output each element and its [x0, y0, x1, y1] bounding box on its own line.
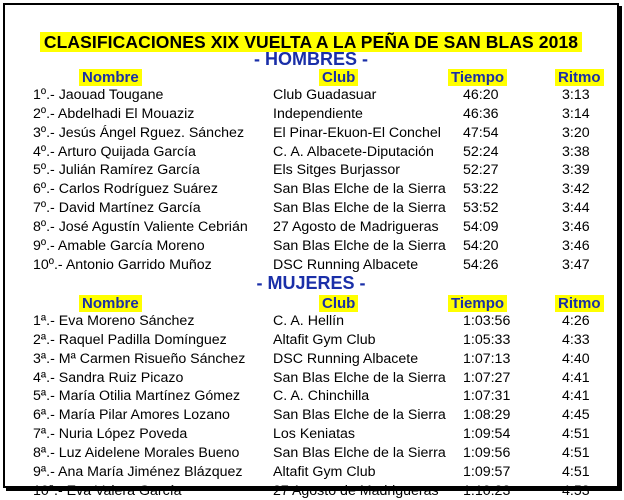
- club-name: DSC Running Albacete: [273, 350, 419, 367]
- runner-name: Carlos Rodríguez Suárez: [58, 181, 218, 198]
- finish-time: 52:24: [463, 143, 499, 160]
- position-label: 9º.-: [33, 237, 55, 254]
- runner-cell: [33, 237, 205, 256]
- club-name: Altafit Gym Club: [273, 463, 376, 480]
- finish-time: 1:09:57: [463, 463, 511, 480]
- runner-name: Nuria López Poveda: [58, 426, 188, 443]
- runner-name: Eva Valera García: [66, 482, 182, 499]
- table-row: [5, 331, 617, 350]
- pace-value: 4:40: [562, 350, 590, 367]
- runner-cell: [33, 218, 248, 237]
- finish-time: 46:36: [463, 105, 499, 122]
- pace-value: 3:39: [562, 162, 590, 179]
- club-name: Los Keniatas: [273, 426, 356, 443]
- position-label: 2ª.-: [33, 331, 55, 348]
- position-label: 4ª.-: [33, 369, 55, 386]
- runner-cell: [33, 161, 200, 180]
- club-name: Altafit Gym Club: [273, 331, 376, 348]
- position-label: 2º.-: [33, 105, 55, 122]
- column-header-club: Club: [319, 68, 358, 88]
- runner-cell: [33, 124, 244, 143]
- runner-cell: [33, 425, 187, 444]
- finish-time: 53:22: [463, 181, 499, 198]
- runner-cell: [33, 180, 218, 199]
- runner-cell: [33, 387, 240, 406]
- position-label: 6º.-: [33, 181, 55, 198]
- runner-cell: [33, 86, 163, 105]
- table-row: [5, 124, 617, 143]
- position-label: 9ª.-: [33, 463, 55, 480]
- pace-value: 3:44: [562, 200, 590, 217]
- table-row: [5, 143, 617, 162]
- column-header-pace: Ritmo: [555, 294, 604, 314]
- pace-value: 4:53: [562, 482, 590, 499]
- position-label: 5ª.-: [33, 388, 55, 405]
- club-name: San Blas Elche de la Sierra: [273, 444, 446, 461]
- runner-name: Ana María Jiménez Blázquez: [57, 463, 243, 480]
- column-header-time: Tiempo: [448, 68, 507, 88]
- table-row: [5, 444, 617, 463]
- pace-value: 3:46: [562, 237, 590, 254]
- runner-name: Julián Ramírez García: [58, 162, 200, 179]
- section-heading-men: - HOMBRES -: [254, 49, 368, 69]
- table-row: [5, 482, 617, 500]
- club-name: C. A. Chinchilla: [273, 388, 370, 405]
- pace-value: 4:41: [562, 369, 590, 386]
- runner-name: Arturo Quijada García: [57, 143, 196, 160]
- club-name: San Blas Elche de la Sierra: [273, 181, 446, 198]
- pace-value: 4:41: [562, 388, 590, 405]
- pace-value: 4:51: [562, 444, 590, 461]
- club-name: Els Sitges Burjassor: [273, 162, 400, 179]
- pace-value: 3:20: [562, 124, 590, 141]
- club-name: DSC Running Albacete: [273, 256, 419, 273]
- table-row: [5, 161, 617, 180]
- runner-name: María Otilia Martínez Gómez: [58, 388, 241, 405]
- finish-time: 54:26: [463, 256, 499, 273]
- runner-name: Raquel Padilla Domínguez: [58, 331, 227, 348]
- finish-time: 1:08:29: [463, 407, 511, 424]
- column-header-pace: Ritmo: [555, 68, 604, 88]
- finish-time: 1:10:23: [463, 482, 511, 499]
- table-row: [5, 218, 617, 237]
- finish-time: 54:20: [463, 237, 499, 254]
- runner-cell: [33, 350, 245, 369]
- position-label: 1º.-: [33, 87, 55, 103]
- runner-cell: [33, 331, 227, 350]
- table-row: [5, 406, 617, 425]
- runner-name: María Pilar Amores Lozano: [58, 407, 230, 424]
- pace-value: 3:47: [562, 256, 590, 273]
- club-name: C. A. Hellín: [273, 313, 344, 329]
- pace-value: 3:13: [562, 87, 590, 103]
- runner-cell: [33, 369, 183, 388]
- pace-value: 3:42: [562, 181, 590, 198]
- runner-cell: [33, 482, 182, 500]
- position-label: 7ª.-: [33, 426, 55, 443]
- table-row: [5, 180, 617, 199]
- runner-name: Luz Aidelene Morales Bueno: [58, 444, 240, 461]
- pace-value: 3:38: [562, 143, 590, 160]
- section-heading-women: - MUJERES -: [256, 273, 366, 293]
- pace-value: 4:26: [562, 313, 590, 329]
- runner-cell: [33, 199, 201, 218]
- finish-time: 47:54: [463, 124, 499, 141]
- position-label: 7º.-: [33, 200, 55, 217]
- table-row: [5, 425, 617, 444]
- table-row: [5, 350, 617, 369]
- results-sheet: [3, 3, 619, 499]
- position-label: 8º.-: [33, 218, 55, 235]
- position-label: 6ª.-: [33, 407, 55, 424]
- pace-value: 3:14: [562, 105, 590, 122]
- table-row: [5, 387, 617, 406]
- club-name: San Blas Elche de la Sierra: [273, 369, 446, 386]
- column-header-club: Club: [319, 294, 358, 314]
- finish-time: 46:20: [463, 87, 499, 103]
- finish-time: 1:05:33: [463, 331, 511, 348]
- table-row: [5, 237, 617, 256]
- table-row: [5, 86, 617, 105]
- runner-cell: [33, 444, 239, 463]
- finish-time: 53:52: [463, 200, 499, 217]
- position-label: 10º.-: [33, 256, 63, 273]
- finish-time: 54:09: [463, 218, 499, 235]
- table-row: [5, 369, 617, 388]
- pace-value: 4:51: [562, 426, 590, 443]
- runner-name: Abdelhadi El Mouaziz: [57, 105, 195, 122]
- runner-name: Antonio Garrido Muñoz: [65, 256, 212, 273]
- club-name: 27 Agosto de Madrigueras: [273, 218, 439, 235]
- position-label: 3º.-: [33, 124, 55, 141]
- pace-value: 4:51: [562, 463, 590, 480]
- club-name: El Pinar-Ekuon-El Conchel: [273, 124, 441, 141]
- runner-cell: [33, 312, 194, 331]
- runner-name: Mª Carmen Risueño Sánchez: [58, 350, 246, 367]
- pace-value: 3:46: [562, 218, 590, 235]
- pace-value: 4:45: [562, 407, 590, 424]
- club-name: San Blas Elche de la Sierra: [273, 407, 446, 424]
- column-header-time: Tiempo: [448, 294, 507, 314]
- runner-name: Amable García Moreno: [57, 237, 205, 254]
- club-name: C. A. Albacete-Diputación: [273, 143, 434, 160]
- table-row: [5, 312, 617, 331]
- club-name: Club Guadasuar: [273, 87, 377, 103]
- position-label: 1ª.-: [33, 313, 55, 329]
- club-name: San Blas Elche de la Sierra: [273, 200, 446, 217]
- position-label: 8ª.-: [33, 444, 55, 461]
- runner-name: José Agustín Valiente Cebrián: [58, 218, 248, 235]
- table-row: [5, 105, 617, 124]
- page-title: CLASIFICACIONES XIX VUELTA A LA PEÑA DE SAN BLAS 2018: [5, 25, 617, 49]
- finish-time: 1:07:31: [463, 388, 511, 405]
- runner-cell: [33, 463, 243, 482]
- pace-value: 4:33: [562, 331, 590, 348]
- runner-cell: [33, 105, 194, 124]
- position-label: 3ª.-: [33, 350, 55, 367]
- finish-time: 1:09:54: [463, 426, 511, 443]
- runner-name: Sandra Ruiz Picazo: [58, 369, 184, 386]
- runner-cell: [33, 143, 196, 162]
- finish-time: 1:07:27: [463, 369, 511, 386]
- runner-name: Jesús Ángel Rguez. Sánchez: [58, 124, 245, 141]
- position-label: 10ª.-: [33, 482, 63, 499]
- finish-time: 1:07:13: [463, 350, 511, 367]
- runner-name: David Martínez García: [58, 200, 201, 217]
- runner-cell: [33, 406, 230, 425]
- finish-time: 1:03:56: [463, 313, 511, 329]
- runner-name: Eva Moreno Sánchez: [58, 313, 195, 329]
- club-name: San Blas Elche de la Sierra: [273, 237, 446, 254]
- runner-name: Jaouad Tougane: [58, 87, 164, 103]
- table-row: [5, 463, 617, 482]
- position-label: 5º.-: [33, 162, 55, 179]
- finish-time: 1:09:56: [463, 444, 511, 461]
- position-label: 4º.-: [33, 143, 55, 160]
- column-header-name: Nombre: [79, 68, 142, 88]
- club-name: Independiente: [273, 105, 363, 122]
- column-header-name: Nombre: [79, 294, 142, 314]
- finish-time: 52:27: [463, 162, 499, 179]
- table-row: [5, 199, 617, 218]
- club-name: 27 Agosto de Madrigueras: [273, 482, 439, 499]
